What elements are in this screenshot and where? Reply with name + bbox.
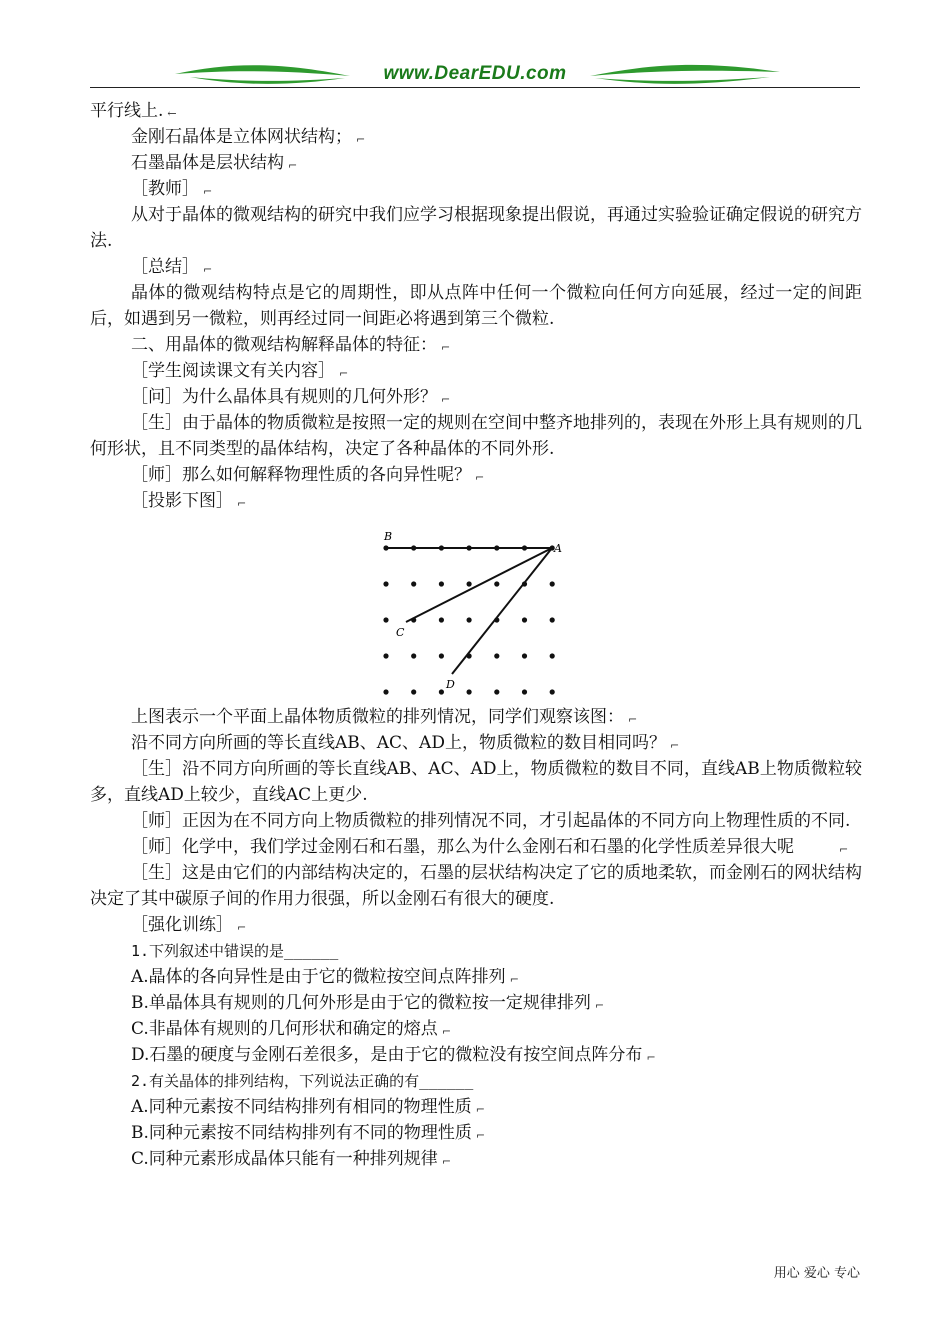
option-1b: B.单晶体具有规则的几何外形是由于它的微粒按一定规律排列 ⌐ [90,990,862,1016]
lattice-dot [439,617,444,622]
paragraph-mark-icon: ⌐ [203,185,213,198]
lattice-dot [550,653,555,658]
question-1: 1.下列叙述中错误的是______ [131,942,339,960]
paragraph-mark-icon: ⌐ [594,999,605,1012]
lattice-dot [494,653,499,658]
lattice-dot [550,689,555,694]
paragraph-mark-icon: ⌐ [475,1103,485,1116]
text-line: ［投影下图］ ⌐ [90,488,862,514]
label-d: D [446,678,455,691]
paragraph: ［师］正因为在不同方向上物质微粒的排列情况不同，才引起晶体的不同方向上物理性质的不同. [131,811,851,831]
paragraph-mark-icon: ⌐ [237,497,247,510]
page-footer: 用心 爱心 专心 [773,1266,860,1281]
lattice-diagram [380,518,570,698]
lattice-dot [439,653,444,658]
lattice-dot [383,689,388,694]
paragraph-mark-icon: ⌐ [475,471,485,484]
text-line: 平行线上. ← [90,98,862,124]
question-2: 2.有关晶体的排列结构，下列说法正确的有______ [131,1072,474,1090]
lattice-dot [550,617,555,622]
site-url: www.DearEDU.com [383,63,567,84]
lattice-dot [439,689,444,694]
lattice-dot [411,653,416,658]
lattice-dot [411,689,416,694]
lattice-dot [467,617,472,622]
text-line: ［问］为什么晶体具有规则的几何外形？ ⌐ [90,384,862,410]
paragraph-mark-icon: ⌐ [356,133,366,146]
line-ad [452,548,552,674]
text-line: ［学生阅读课文有关内容］ ⌐ [90,358,862,384]
paragraph-mark-icon: ⌐ [441,341,451,354]
line-ac [406,548,552,622]
text-line: ［师］那么如何解释物理性质的各向异性呢？ ⌐ [90,462,862,488]
lattice-dot [494,689,499,694]
lattice-dot [522,689,527,694]
lattice-dot [522,617,527,622]
lattice-dot [439,581,444,586]
label-a: A [554,542,562,555]
paragraph-mark-icon: ⌐ [669,739,680,752]
text-line: 上图表示一个平面上晶体物质微粒的排列情况，同学们观察该图： ⌐ [90,704,862,730]
paragraph-mark-icon: ⌐ [237,921,247,934]
paragraph-mark-icon: ⌐ [339,367,349,380]
lattice-dot [383,581,388,586]
paragraph: 晶体的微观结构特点是它的周期性，即从点阵中任何一个微粒向任何方向延展，经过一定的间距后，如遇到另一微粒，则再经过同一间距必将遇到第三个微粒. [90,283,862,329]
text-line: 沿不同方向所画的等长直线AB、AC、AD上，物质微粒的数目相同吗？ ⌐ [90,730,862,756]
lattice-dot [411,581,416,586]
paragraph-mark-icon: ⌐ [441,393,451,406]
paragraph-mark-icon: ⌐ [288,159,298,172]
paragraph-mark-icon: ⌐ [203,263,213,276]
lattice-dot [522,653,527,658]
lattice-dot [383,617,388,622]
option-2c: C.同种元素形成晶体只能有一种排列规律 ⌐ [90,1146,862,1172]
lattice-dot [467,581,472,586]
paragraph-mark-icon: ⌐ [441,1025,452,1038]
header-rule [90,87,860,88]
document-body [90,98,862,1172]
lattice-dot [550,581,555,586]
label-b: B [384,530,393,543]
paragraph-mark-icon: ⌐ [628,713,638,726]
lattice-dot [383,653,388,658]
text-line: ［教师］ ⌐ [90,176,862,202]
text-line: 石墨晶体是层状结构 ⌐ [90,150,862,176]
lattice-figure [90,514,862,704]
paragraph: ［生］由于晶体的物质微粒是按照一定的规则在空间中整齐地排列的，表现在外形上具有规则的几何形状，且不同类型的晶体结构，决定了各种晶体的不同外形. [90,413,862,459]
paragraph: ［生］沿不同方向所画的等长直线AB、AC、AD上，物质微粒的数目不同，直线AB上物质微粒较多，直线AD上较少，直线AC上更少. [90,759,862,805]
option-1d: D.石墨的硬度与金刚石差很多，是由于它的微粒没有按空间点阵分布 ⌐ [90,1042,862,1068]
text-line: ［总结］ ⌐ [90,254,862,280]
paragraph: 从对于晶体的微观结构的研究中我们应学习根据现象提出假说，再通过实验验证确定假说的研究方法. [90,205,862,251]
option-2b: B.同种元素按不同结构排列有不同的物理性质 ⌐ [90,1120,862,1146]
paragraph-mark-icon: ⌐ [509,973,519,986]
option-1c: C.非晶体有规则的几何形状和确定的熔点 ⌐ [90,1016,862,1042]
lattice-dot [494,581,499,586]
text-line: 金刚石晶体是立体网状结构； ⌐ [90,124,862,150]
label-c: C [396,626,405,639]
paragraph-mark-icon: ⌐ [646,1051,656,1064]
paragraph-mark-icon: ← [167,107,177,120]
paragraph-mark-icon: ⌐ [475,1129,486,1142]
option-1a: A.晶体的各向异性是由于它的微粒按空间点阵排列 ⌐ [90,964,862,990]
option-2a: A.同种元素按不同结构排列有相同的物理性质 ⌐ [90,1094,862,1120]
paragraph-mark-icon: ⌐ [441,1155,452,1168]
paragraph-mark-icon: ⌐ [839,843,849,856]
lattice-dot [467,689,472,694]
text-line: 二、用晶体的微观结构解释晶体的特征： ⌐ [90,332,862,358]
text-line: ［强化训练］ ⌐ [90,912,862,938]
paragraph: ［师］化学中，我们学过金刚石和石墨，那么为什么金刚石和石墨的化学性质差异很大呢 ⌐ [131,837,849,857]
paragraph: ［生］这是由它们的内部结构决定的，石墨的层状结构决定了它的质地柔软，而金刚石的网状结构决定了其中碳原子间的作用力很强，所以金刚石有很大的硬度. [90,863,862,909]
page-header [90,58,860,90]
